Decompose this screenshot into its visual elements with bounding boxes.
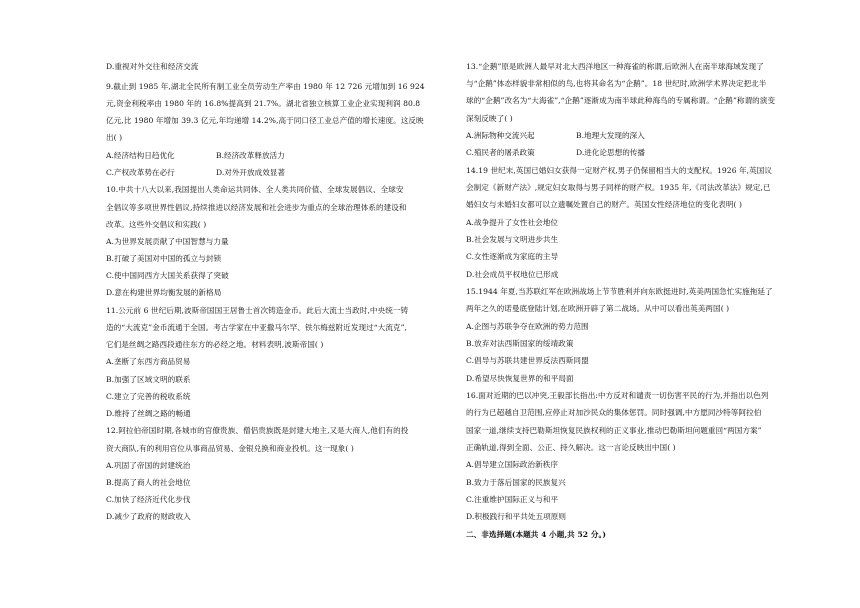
q12-option-c: C.加快了经济近代化步伐	[106, 495, 191, 504]
q13-stem-line1: 13.“企鹅”原是欧洲人最早对北大西洋地区一种海雀的称谓,后欧洲人在南半球海域发现了	[466, 62, 764, 71]
q13-option-c: C.殖民者的屠杀政策	[466, 148, 535, 157]
q16-option-c: C.注重维护国际正义与和平	[466, 495, 559, 504]
q9-stem-line1: 9.截止到 1985 年,湖北全民所有制工业全员劳动生产率由 1980 年 12 726 元增加到 16 924	[106, 82, 425, 91]
q15-option-d: D.希望尽快恢复世界的和平局面	[466, 374, 574, 383]
q11-option-d: D.维持了丝绸之路的畅通	[106, 409, 191, 418]
q9-stem-line3: 亿元,比 1980 年增加 39.3 亿元,年均递增 14.2%,高于同口径工业总产值的增长速度。这反映	[106, 116, 424, 125]
q16-stem-line3: 国家一道,继续支持巴勒斯坦恢复民族权利的正义事业,推动巴勒斯坦问题重回“两国方案”	[466, 426, 762, 435]
q10-stem-line3: 改革。这些外交倡议和实践( )	[106, 220, 207, 229]
q15-option-a: A.企图与苏联争夺在欧洲的势力范围	[466, 322, 589, 331]
q14-option-a: A.战争提升了女性社会地位	[466, 218, 559, 227]
q14-option-b: B.社会发展与文明进步共生	[466, 235, 559, 244]
q10-option-c: C.使中国同西方大国关系获得了突破	[106, 271, 229, 280]
q14-stem-line1: 14.19 世纪末,英国已婚妇女获得一定财产权,男子仍保留相当大的支配权。1926 年,英国议	[466, 166, 773, 175]
q9-option-a: A.经济结构日趋优化	[106, 151, 175, 160]
q13-option-a: A.洲际物种交流兴起	[466, 131, 535, 140]
q12-stem-line1: 12.阿拉伯帝国时期,各城市的官僚贵族、僧侣贵族既是封建大地主,又是大商人,他们有的投	[106, 426, 409, 435]
q11-option-a: A.垄断了东西方商品贸易	[106, 357, 191, 366]
q16-stem-line4: 正确轨道,得到全面、公正、持久解决。这一言论反映出中国( )	[466, 443, 676, 452]
q8-option-d: D.重视对外交往和经济交流	[106, 62, 199, 71]
q11-stem-line2: 造的“大流克”金币流通于全国。考古学家在中亚撒马尔罕、铁尔梅兹附近发现过“大流克”,	[106, 323, 408, 332]
q11-option-c: C.建立了完善的税收系统	[106, 392, 191, 401]
q15-stem-line2: 两年之久的诺曼底登陆计划,在欧洲开辟了第二战场。从中可以看出英美两国( )	[466, 304, 730, 313]
q12-option-d: D.减少了政府的财政收入	[106, 512, 191, 521]
q14-option-d: D.社会成员平权地位已形成	[466, 270, 559, 279]
q9-option-d: D.对外开放成效显著	[216, 168, 285, 177]
q10-stem-line1: 10.中共十八大以来,我国提出人类命运共同体、全人类共同价值、全球发展倡议、全球安	[106, 185, 404, 194]
q13-option-b: B.地理大发现的深入	[576, 131, 645, 140]
q12-stem-line2: 资大商队,有的利用官位从事商品贸易、金银兑换和商业投机。这一现象( )	[106, 444, 354, 453]
q13-stem-line2: 与“企鹅”体态样貌非常相似的鸟,也将其命名为“企鹅”。18 世纪时,欧洲学术界决定把北半	[466, 79, 767, 88]
q16-stem-line1: 16.面对近期的巴以冲突,王毅部长指出:中方反对和谴责一切伤害平民的行为,并指出以色列	[466, 391, 769, 400]
q9-option-b: B.经济改革释放活力	[216, 151, 285, 160]
q13-options-row1	[466, 131, 645, 141]
section-2-heading: 二、非选择题(本题共 4 小题,共 52 分。)	[466, 530, 606, 539]
q12-option-a: A.巩固了帝国的封建统治	[106, 461, 191, 470]
q9-options-row2	[106, 168, 285, 178]
q9-stem-line2: 元,资金利税率由 1980 年的 16.8%提高到 21.7%。湖北省独立核算工业企业实现利润 80.8	[106, 99, 421, 108]
q16-option-a: A.倡导建立国际政治新秩序	[466, 460, 559, 469]
q15-stem-line1: 15.1944 年夏,当苏联红军在欧洲战场上节节胜利并向东欧挺进时,英美两国急忙实施拖延了	[466, 287, 773, 296]
q11-stem-line1: 11.公元前 6 世纪后期,波斯帝国国王居鲁士首次铸造金币。此后大流士当政时,中央统一铸	[106, 306, 409, 315]
q9-stem-line4: 出( )	[106, 133, 123, 142]
q9-options-row1	[106, 151, 285, 161]
q16-option-b: B.致力于落后国家的民族复兴	[466, 478, 566, 487]
q14-option-c: C.女性逐渐成为家庭的主导	[466, 252, 559, 261]
q9-option-c: C.产权改革势在必行	[106, 168, 175, 177]
q12-option-b: B.提高了商人的社会地位	[106, 478, 191, 487]
q10-option-b: B.打破了美国对中国的孤立与封锁	[106, 254, 222, 263]
q10-option-d: D.意在构建世界均衡发展的新格局	[106, 288, 222, 297]
q11-option-b: B.加强了区域文明的联系	[106, 375, 191, 384]
q13-stem-line4: 深刻反映了( )	[466, 114, 513, 123]
q16-option-d: D.积极践行和平共处五项原则	[466, 512, 567, 521]
q10-stem-line2: 全倡议等多项世界性倡议,持续推进以经济发展和社会进步为重点的全球治理体系的建设和	[106, 203, 407, 212]
q14-stem-line2: 会制定《新财产法》,规定妇女取得与男子同样的财产权。1935 年,《司法改革法》规定,已	[466, 183, 771, 192]
q13-stem-line3: 球的“企鹅”改名为“大海雀”,“企鹅”逐渐成为南半球此种海鸟的专属称谓。“企鹅”称谓的演变	[466, 96, 776, 105]
q16-stem-line2: 的行为已超越自卫范围,应停止对加沙民众的集体惩罚。同时强调,中方愿同沙特等阿拉伯	[466, 408, 762, 417]
q13-options-row2	[466, 148, 645, 158]
q11-stem-line3: 它们是丝绸之路西段通往东方的必经之地。材料表明,波斯帝国( )	[106, 340, 324, 349]
q15-option-b: B.放弃对法西斯国家的绥靖政策	[466, 339, 574, 348]
q13-option-d: D.进化论思想的传播	[576, 148, 645, 157]
q10-option-a: A.为世界发展贡献了中国智慧与力量	[106, 237, 229, 246]
q14-stem-line3: 婚妇女与未婚妇女都可以立遗嘱处置自己的财产。英国女性经济地位的变化表明( )	[466, 200, 743, 209]
q15-option-c: C.倡导与苏联共建世界反法西斯同盟	[466, 356, 589, 365]
